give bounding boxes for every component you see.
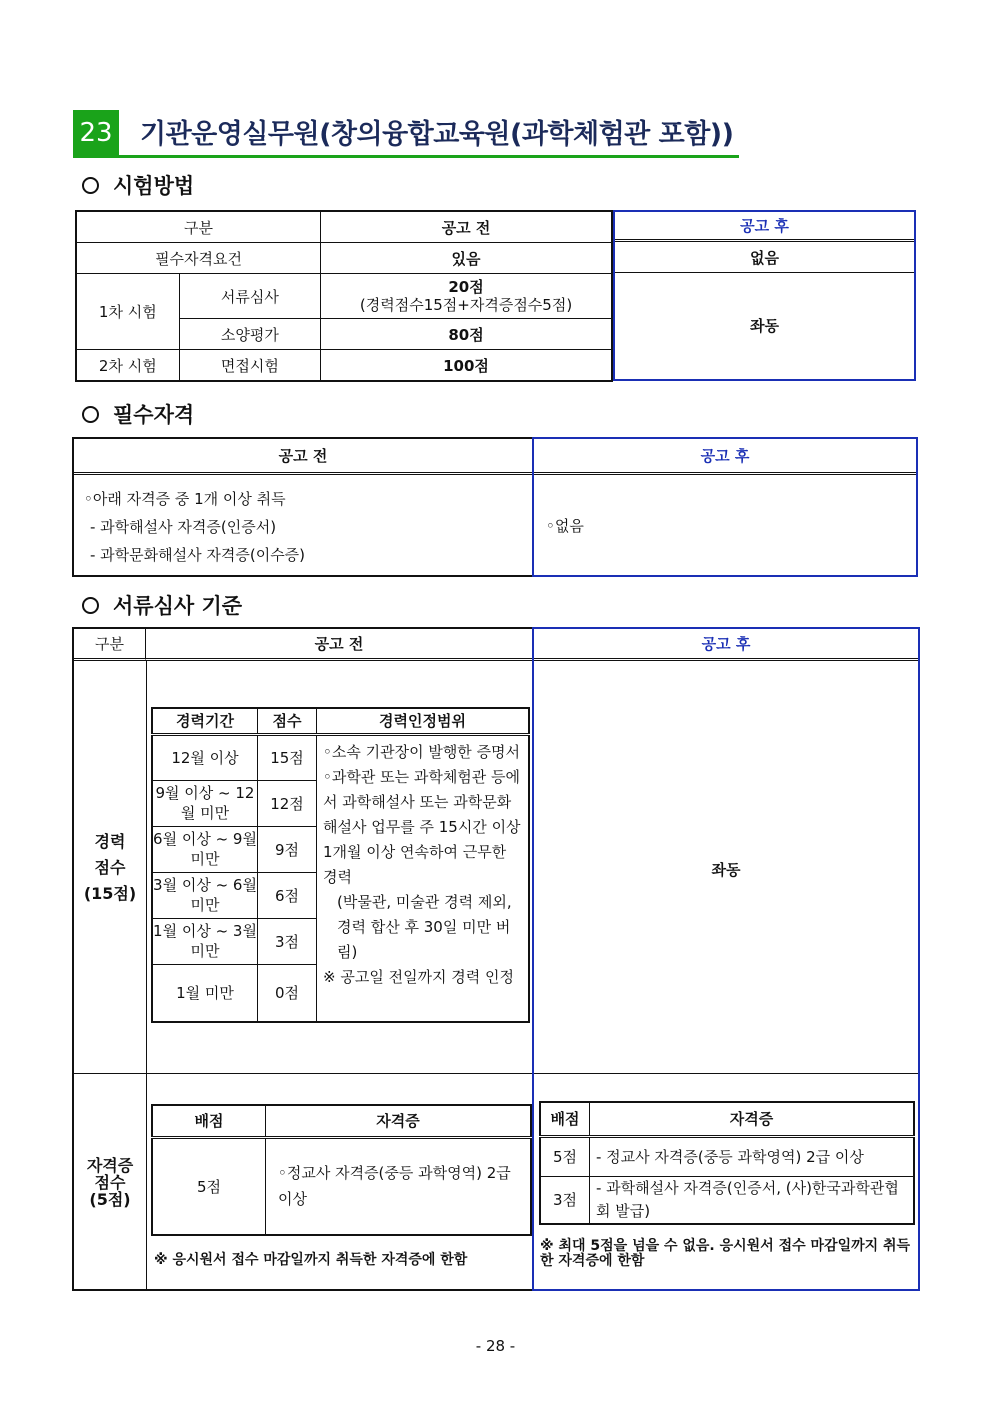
section-heading-method [82, 170, 194, 200]
criteria-header-after: 공고 후 [534, 629, 918, 661]
criteria-header-category: 구분 [74, 629, 146, 661]
career-score: 3점 [258, 918, 317, 964]
career-scope [317, 734, 530, 1022]
cert-after-text: - 과학해설사 자격증(인증서, (사)한국과학관협회 발급) [590, 1176, 915, 1224]
cert-after-table [539, 1101, 915, 1225]
aptitude-label: 소양평가 [179, 319, 320, 350]
cert-header-name: 자격증 [266, 1105, 532, 1137]
qualification-before [72, 437, 534, 577]
doc-review-score: 20점 [448, 278, 484, 296]
method-table [75, 210, 613, 382]
round1-label: 1차 시험 [76, 274, 179, 350]
qual-header-after: 공고 후 [534, 439, 916, 475]
method-same: 좌동 [750, 316, 779, 335]
cert-after-note: ※ 최대 5점을 넘을 수 없음. 응시원서 접수 마감일까지 취득한 자격증에 한함 [540, 1238, 911, 1269]
circle-bullet-icon [82, 406, 99, 423]
career-period: 1월 이상 ~ 3월 미만 [152, 918, 258, 964]
cert-before-text: ◦정교사 자격증(중등 과학영역) 2급 이상 [266, 1137, 532, 1235]
career-table [151, 707, 530, 1023]
qual-before-content [74, 475, 532, 579]
career-score: 9점 [258, 826, 317, 872]
qual-after-content: ◦없음 [546, 516, 584, 535]
cert-label-line: 자격증 [86, 1156, 134, 1175]
career-period: 3월 이상 ~ 6월 미만 [152, 872, 258, 918]
career-score: 12점 [258, 780, 317, 826]
interview-label: 면접시험 [179, 350, 320, 382]
method-after-column [613, 210, 916, 381]
scope-line: ◦소속 기관장이 발행한 증명서 [323, 742, 521, 761]
cert-before-score: 5점 [152, 1137, 266, 1235]
career-period: 9월 이상 ~ 12월 미만 [152, 780, 258, 826]
career-period: 1월 미만 [152, 964, 258, 1022]
criteria-after-block [532, 627, 920, 1291]
doc-review-label: 서류심사 [179, 274, 320, 319]
cert-label-line: 점수 [94, 1173, 126, 1192]
cert-header-score: 배점 [152, 1105, 266, 1137]
row-divider [534, 1073, 918, 1074]
criteria-before-block [72, 627, 534, 1291]
section-label: 필수자격 [113, 403, 195, 427]
column-divider [146, 661, 147, 1289]
career-after: 좌동 [711, 861, 741, 879]
career-label-line: (15점) [83, 884, 137, 903]
title-underline [73, 155, 739, 158]
required-label: 필수자격요건 [76, 243, 321, 274]
qual-header-before: 공고 전 [74, 439, 532, 475]
career-score: 6점 [258, 872, 317, 918]
cert-before-note: ※ 응시원서 접수 마감일까지 취득한 자격증에 한함 [154, 1252, 468, 1268]
cert-after-header-name: 자격증 [590, 1102, 915, 1136]
qual-line: ◦아래 자격증 중 1개 이상 취득 [84, 490, 286, 508]
round2-label: 2차 시험 [76, 350, 179, 382]
career-header-scope: 경력인정범위 [317, 708, 530, 734]
header-category: 구분 [76, 211, 321, 243]
page-number: - 28 - [475, 1337, 516, 1355]
section-number-badge: 23 [73, 110, 119, 156]
interview-before: 100점 [321, 350, 612, 382]
row-divider [74, 1073, 532, 1074]
scope-line: (박물관, 미술관 경력 제외, 경력 합산 후 30일 미만 버림) [337, 892, 512, 961]
career-label-line: 경력 [94, 832, 126, 851]
page-title: 기관운영실무원(창의융합교육원(과학체험관 포함)) [140, 119, 734, 150]
cert-after-header-score: 배점 [540, 1102, 590, 1136]
scope-line: ◦과학관 또는 과학체험관 등에서 과학해설사 또는 과학문화해설사 업무를 주 15시간 이상 1개월 이상 연속하여 근무한 경력 [323, 767, 521, 886]
career-score: 15점 [258, 734, 317, 780]
aptitude-before: 80점 [321, 319, 612, 350]
cert-after-score: 3점 [540, 1176, 590, 1224]
career-header-period: 경력기간 [152, 708, 258, 734]
cert-label [74, 1157, 146, 1208]
scope-line: ※ 공고일 전일까지 경력 인정 [323, 967, 515, 986]
career-period: 6월 이상 ~ 9월 미만 [152, 826, 258, 872]
qual-line: - 과학해설사 자격증(인증서) [90, 518, 277, 536]
career-header-score: 점수 [258, 708, 317, 734]
cert-after-text: - 정교사 자격증(중등 과학영역) 2급 이상 [590, 1136, 915, 1176]
criteria-header-before: 공고 전 [146, 629, 532, 661]
doc-review-detail: (경력점수15점+자격증점수5점) [359, 296, 573, 314]
cert-label-line: (5점) [89, 1190, 131, 1209]
cert-before-table [151, 1104, 532, 1236]
circle-bullet-icon [82, 177, 99, 194]
header-after: 공고 후 [615, 212, 914, 242]
career-period: 12월 이상 [152, 734, 258, 780]
career-score: 0점 [258, 964, 317, 1022]
header-before: 공고 전 [321, 211, 612, 243]
doc-review-before [321, 274, 612, 319]
circle-bullet-icon [82, 597, 99, 614]
section-heading-criteria [82, 590, 242, 620]
qualification-after [532, 437, 918, 577]
section-label: 시험방법 [113, 174, 195, 198]
career-label [74, 829, 146, 907]
section-label: 서류심사 기준 [113, 594, 243, 618]
qual-line: - 과학문화해설사 자격증(이수증) [90, 546, 306, 564]
section-heading-qualification [82, 399, 194, 429]
required-after: 없음 [615, 242, 914, 273]
career-label-line: 점수 [94, 858, 126, 877]
cert-after-score: 5점 [540, 1136, 590, 1176]
required-before: 있음 [321, 243, 612, 274]
